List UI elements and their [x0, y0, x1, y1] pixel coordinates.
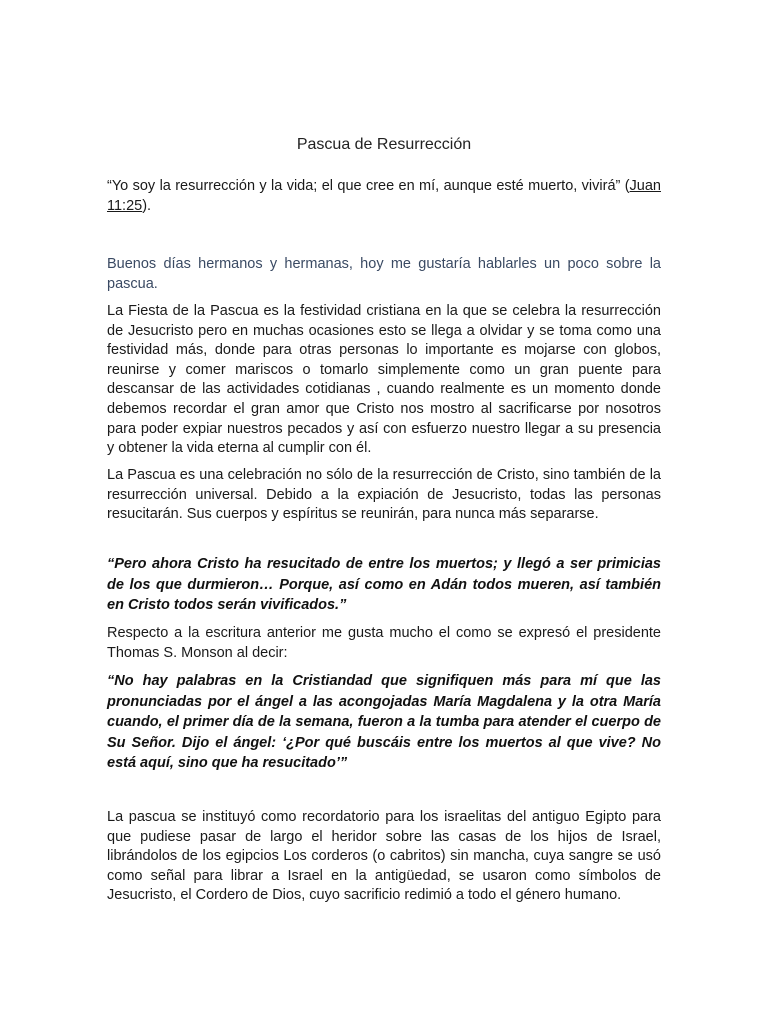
scripture-quote: “Pero ahora Cristo ha resucitado de entre los muertos; y llegó a ser primicias de los que durmieron… Porque, así como en Adán todos mueren, así también en Cristo todos serán vivificados.” — [107, 556, 661, 613]
scripture-reference-link[interactable]: Juan 11:25 — [107, 178, 661, 214]
monson-quote: “No hay palabras en la Cristiandad que signifiquen más para mí que las pronunciadas por el ángel a las acongojadas María Magdalena y la otra María cuando, el primer día de la semana, fueron a la tumba para atender el cuerpo de Su Señor. Dijo el ángel: ‘¿Por qué buscáis entre los muertos al que vive? No está aquí, sino que ha resucitado’” — [107, 673, 661, 771]
opening-quote — [107, 177, 661, 216]
paragraph-resurreccion-universal: La Pascua es una celebración no sólo de la resurrección de Cristo, sino también de la resurrección universal. Debido a la expiación de Jesucristo, todas las personas resucitarán. Sus cuerpos y espíritus se reunirán, para nunca más separarse. — [107, 467, 661, 523]
opening-quote-text: “Yo soy la resurrección y la vida; el que cree en mí, aunque esté muerto, vivirá” ( — [107, 178, 630, 194]
greeting-paragraph: Buenos días hermanos y hermanas, hoy me gustaría hablarles un poco sobre la pascua. — [107, 256, 661, 292]
paragraph-monson-intro: Respecto a la escritura anterior me gusta mucho el como se expresó el presidente Thomas S. Monson al decir: — [107, 625, 661, 661]
paragraph-fiesta-pascua: La Fiesta de la Pascua es la festividad cristiana en la que se celebra la resurrección de Jesucristo pero en muchas ocasiones esto se llega a olvidar y se toma como una festividad más, donde para otras personas lo importante es mojarse con globos, reunirse y comer mariscos o tomarlo simplemente como un gran puente para descansar de las actividades cotidianas , cuando realmente es un momento donde debemos recordar el gran amor que Cristo nos mostro al sacrificarse por nosotros para poder expiar nuestros pecados y así con esfuerzo nuestro llegar a su presencia y obtener la vida eterna al cumplir con él. — [107, 303, 661, 457]
opening-quote-end: ). — [142, 197, 152, 214]
page-title: Pascua de Resurrección — [296, 136, 472, 153]
paragraph-pascua-israelitas: La pascua se instituyó como recordatorio para los israelitas del antiguo Egipto para que pudiese pasar de largo el heridor sobre las casas de los hijos de Israel, librándolos de los egipcios Los corderos (o cabritos) sin mancha, cuya sangre se usó como señal para librar a Israel en la antigüedad, se usaron como símbolos de Jesucristo, el Cordero de Dios, cuyo sacrificio redimió a todo el género humano. — [107, 809, 661, 904]
